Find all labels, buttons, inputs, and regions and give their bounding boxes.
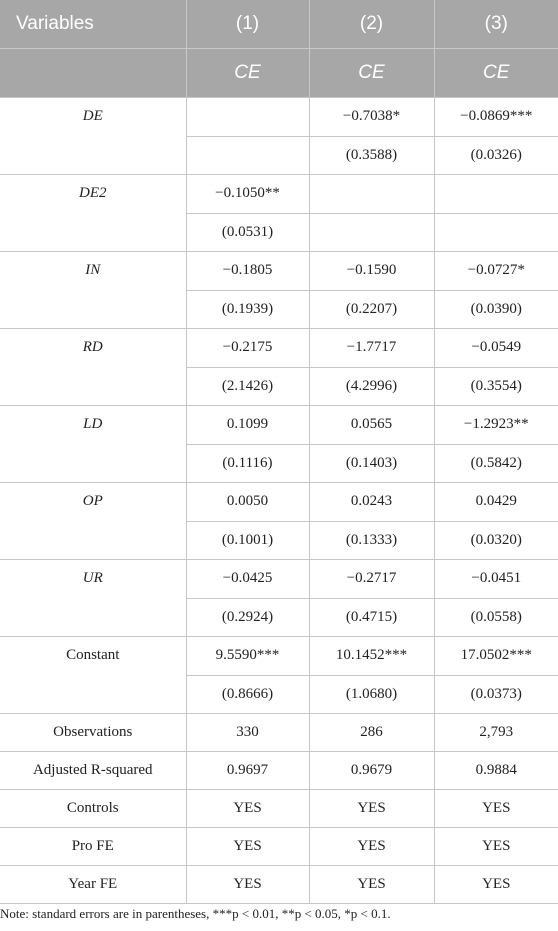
std-error-cell: (0.5842) [434, 444, 558, 483]
coef-row [0, 406, 558, 445]
coefficient-cell [434, 175, 558, 214]
std-error-cell: (0.2207) [309, 290, 434, 329]
coef-row [0, 483, 558, 522]
stat-value-cell: YES [309, 790, 434, 828]
std-error-cell: (0.0373) [434, 675, 558, 714]
coefficient-cell: 0.0243 [309, 483, 434, 522]
variable-name: LD [0, 406, 186, 483]
std-error-cell [434, 213, 558, 252]
stat-value-cell: 0.9679 [309, 752, 434, 790]
coefficient-cell: −0.2717 [309, 560, 434, 599]
stat-value-cell: 286 [309, 714, 434, 752]
coefficient-cell: −0.1590 [309, 252, 434, 291]
variable-name: UR [0, 560, 186, 637]
coefficient-cell: −0.7038* [309, 98, 434, 137]
coefficient-cell: −0.1805 [186, 252, 309, 291]
std-error-cell: (0.0558) [434, 598, 558, 637]
stat-name: Pro FE [0, 828, 186, 866]
header-model-2: (2) [309, 0, 434, 49]
coefficient-cell: −0.0727* [434, 252, 558, 291]
header-variables: Variables [0, 0, 186, 49]
table-header [0, 0, 558, 98]
std-error-cell: (0.1939) [186, 290, 309, 329]
std-error-cell: (0.1333) [309, 521, 434, 560]
coefficient-cell: −1.7717 [309, 329, 434, 368]
table-body [0, 98, 558, 904]
std-error-cell: (0.3554) [434, 367, 558, 406]
std-error-cell: (0.1403) [309, 444, 434, 483]
coef-row [0, 252, 558, 291]
std-error-cell: (4.2996) [309, 367, 434, 406]
stat-value-cell: YES [186, 866, 309, 904]
stat-value-cell: 2,793 [434, 714, 558, 752]
std-error-cell: (0.2924) [186, 598, 309, 637]
stat-value-cell: YES [434, 790, 558, 828]
coefficient-cell [186, 98, 309, 137]
variable-name: DE2 [0, 175, 186, 252]
stat-value-cell: 330 [186, 714, 309, 752]
std-error-cell: (0.0531) [186, 213, 309, 252]
stat-value-cell: YES [186, 828, 309, 866]
coefficient-cell: 0.0429 [434, 483, 558, 522]
std-error-cell: (0.0390) [434, 290, 558, 329]
header-model-3: (3) [434, 0, 558, 49]
stat-value-cell: 0.9884 [434, 752, 558, 790]
coef-row [0, 329, 558, 368]
stat-row [0, 752, 558, 790]
coef-row [0, 637, 558, 676]
header-dep-3: CE [434, 49, 558, 98]
coefficient-cell: −0.0451 [434, 560, 558, 599]
coef-row [0, 560, 558, 599]
std-error-cell: (0.3588) [309, 136, 434, 175]
variable-name: Constant [0, 637, 186, 714]
stat-value-cell: YES [434, 828, 558, 866]
std-error-cell: (0.0326) [434, 136, 558, 175]
std-error-cell: (0.4715) [309, 598, 434, 637]
coefficient-cell: 9.5590*** [186, 637, 309, 676]
stat-value-cell: YES [309, 866, 434, 904]
stat-value-cell: YES [309, 828, 434, 866]
header-dep-2: CE [309, 49, 434, 98]
stat-value-cell: 0.9697 [186, 752, 309, 790]
stat-row [0, 714, 558, 752]
coefficient-cell: −0.0549 [434, 329, 558, 368]
coefficient-cell: −0.0425 [186, 560, 309, 599]
coef-row [0, 175, 558, 214]
stat-row [0, 790, 558, 828]
header-blank [0, 49, 186, 98]
stat-name: Controls [0, 790, 186, 828]
header-row-models [0, 0, 558, 49]
std-error-cell: (2.1426) [186, 367, 309, 406]
coefficient-cell: 0.0565 [309, 406, 434, 445]
header-model-1: (1) [186, 0, 309, 49]
variable-name: IN [0, 252, 186, 329]
coefficient-cell: −0.1050** [186, 175, 309, 214]
stat-row [0, 866, 558, 904]
stat-row [0, 828, 558, 866]
table-note: Note: standard errors are in parentheses, ***p < 0.01, **p < 0.05, *p < 0.1. [0, 906, 391, 921]
coefficient-cell [309, 175, 434, 214]
stat-value-cell: YES [186, 790, 309, 828]
std-error-cell: (0.8666) [186, 675, 309, 714]
coefficient-cell: 0.1099 [186, 406, 309, 445]
coefficient-cell: 17.0502*** [434, 637, 558, 676]
stat-name: Observations [0, 714, 186, 752]
std-error-cell: (0.1001) [186, 521, 309, 560]
variable-name: DE [0, 98, 186, 175]
variable-name: RD [0, 329, 186, 406]
std-error-cell: (0.0320) [434, 521, 558, 560]
coefficient-cell: −1.2923** [434, 406, 558, 445]
stat-value-cell: YES [434, 866, 558, 904]
header-row-dependent [0, 49, 558, 98]
std-error-cell [186, 136, 309, 175]
stat-name: Adjusted R-squared [0, 752, 186, 790]
coef-row [0, 98, 558, 137]
std-error-cell: (1.0680) [309, 675, 434, 714]
coefficient-cell: −0.2175 [186, 329, 309, 368]
header-dep-1: CE [186, 49, 309, 98]
std-error-cell: (0.1116) [186, 444, 309, 483]
coefficient-cell: 10.1452*** [309, 637, 434, 676]
std-error-cell [309, 213, 434, 252]
coefficient-cell: −0.0869*** [434, 98, 558, 137]
variable-name: OP [0, 483, 186, 560]
coefficient-cell: 0.0050 [186, 483, 309, 522]
stat-name: Year FE [0, 866, 186, 904]
